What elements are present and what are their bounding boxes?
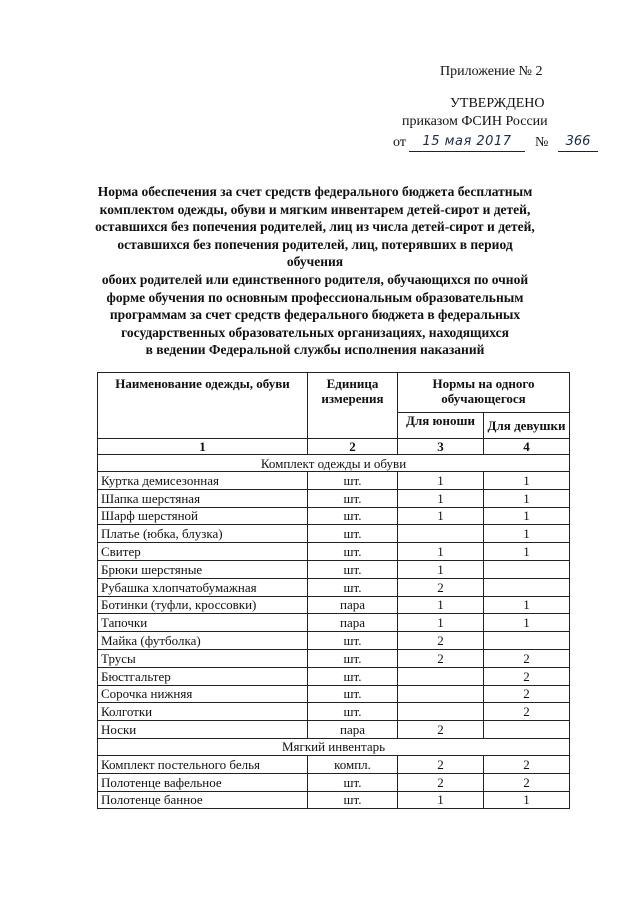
norm-girls: 1 [484, 507, 570, 525]
order-by-label: приказом ФСИН России [402, 114, 548, 129]
number-label: № [535, 135, 549, 150]
norms-table-body [98, 455, 570, 809]
table-row [98, 560, 570, 578]
item-name: Комплект постельного белья [98, 755, 308, 773]
norm-girls: 2 [484, 703, 570, 721]
title-line: государственных образовательных организациях, находящихся [121, 324, 509, 340]
section-title: Комплект одежды и обуви [98, 455, 570, 472]
norm-girls: 1 [484, 596, 570, 614]
norm-girls: 1 [484, 791, 570, 809]
item-name: Полотенце банное [98, 791, 308, 809]
title-line: форме обучения по основным профессиональным образовательным [106, 289, 524, 305]
norm-girls [484, 632, 570, 650]
item-unit: шт. [308, 543, 398, 561]
column-number: 2 [308, 439, 398, 455]
header-unit: Единица измерения [308, 373, 398, 439]
norm-boys: 2 [398, 755, 484, 773]
item-name: Платье (юбка, блузка) [98, 525, 308, 543]
item-name: Брюки шерстяные [98, 560, 308, 578]
norm-boys: 1 [398, 472, 484, 490]
table-row [98, 703, 570, 721]
title-line: оставшихся без попечения родителей, лиц из числа детей-сирот и детей, [95, 219, 535, 235]
item-unit: шт. [308, 685, 398, 703]
norm-boys: 1 [398, 560, 484, 578]
table-row [98, 543, 570, 561]
norm-girls [484, 560, 570, 578]
header-boys: Для юноши [398, 413, 484, 439]
title-line: оставшихся без попечения родителей, лиц, потерявших в период обучения [117, 236, 513, 270]
norm-boys: 2 [398, 632, 484, 650]
norm-boys: 1 [398, 507, 484, 525]
norm-girls: 1 [484, 614, 570, 632]
from-label: от [393, 135, 406, 150]
section-title: Мягкий инвентарь [98, 738, 570, 755]
item-name: Рубашка хлопчатобумажная [98, 578, 308, 596]
table-row [98, 773, 570, 791]
norm-girls: 2 [484, 773, 570, 791]
norm-boys [398, 703, 484, 721]
norm-boys: 1 [398, 791, 484, 809]
item-name: Свитер [98, 543, 308, 561]
item-unit: шт. [308, 667, 398, 685]
item-unit: шт. [308, 489, 398, 507]
item-name: Майка (футболка) [98, 632, 308, 650]
title-line: Норма обеспечения за счет средств федерального бюджета бесплатным [97, 184, 533, 199]
norm-boys [398, 667, 484, 685]
item-name: Шарф шерстяной [98, 507, 308, 525]
item-unit: шт. [308, 507, 398, 525]
norm-boys: 1 [398, 489, 484, 507]
norm-girls: 1 [484, 525, 570, 543]
item-name: Колготки [98, 703, 308, 721]
title-line: обоих родителей или единственного родителя, обучающихся по очной [101, 271, 529, 287]
norm-boys: 1 [398, 596, 484, 614]
table-row [98, 649, 570, 667]
norm-boys: 1 [398, 543, 484, 561]
item-name: Полотенце вафельное [98, 773, 308, 791]
section-row [98, 738, 570, 755]
item-unit: шт. [308, 472, 398, 490]
item-unit: шт. [308, 773, 398, 791]
table-row [98, 525, 570, 543]
table-row [98, 755, 570, 773]
item-unit: шт. [308, 632, 398, 650]
table-row [98, 507, 570, 525]
appendix-label: Приложение № 2 [440, 64, 543, 79]
table-row [98, 596, 570, 614]
table-row [98, 489, 570, 507]
item-name: Сорочка нижняя [98, 685, 308, 703]
item-name: Трусы [98, 649, 308, 667]
header-norms: Нормы на одного обучающегося [398, 373, 570, 413]
item-unit: компл. [308, 755, 398, 773]
item-name: Шапка шерстяная [98, 489, 308, 507]
item-unit: шт. [308, 703, 398, 721]
norm-girls: 1 [484, 489, 570, 507]
table-row [98, 721, 570, 739]
norm-boys: 1 [398, 614, 484, 632]
norm-girls: 1 [484, 543, 570, 561]
item-unit: шт. [308, 525, 398, 543]
norm-girls [484, 721, 570, 739]
item-unit: шт. [308, 578, 398, 596]
header-name: Наименование одежды, обуви [98, 373, 308, 439]
column-number: 4 [484, 439, 570, 455]
item-name: Бюстгальтер [98, 667, 308, 685]
item-unit: шт. [308, 649, 398, 667]
norm-girls: 2 [484, 685, 570, 703]
norm-girls: 2 [484, 667, 570, 685]
item-unit: шт. [308, 560, 398, 578]
section-row [98, 455, 570, 472]
item-unit: пара [308, 596, 398, 614]
order-line [393, 134, 603, 156]
norm-boys [398, 685, 484, 703]
norm-boys: 2 [398, 721, 484, 739]
table-row [98, 578, 570, 596]
norm-girls [484, 578, 570, 596]
column-number: 1 [98, 439, 308, 455]
table-row [98, 667, 570, 685]
item-unit: пара [308, 614, 398, 632]
title-line: в ведении Федеральной службы исполнения наказаний [145, 342, 485, 358]
column-number: 3 [398, 439, 484, 455]
table-row [98, 791, 570, 809]
norm-boys: 2 [398, 773, 484, 791]
item-name: Тапочки [98, 614, 308, 632]
item-unit: пара [308, 721, 398, 739]
norm-boys: 2 [398, 649, 484, 667]
item-name: Ботинки (туфли, кроссовки) [98, 596, 308, 614]
table-row [98, 472, 570, 490]
header-girls: Для девушки [484, 413, 570, 439]
norm-boys: 2 [398, 578, 484, 596]
document-title [95, 183, 535, 359]
table-row [98, 685, 570, 703]
norm-girls: 2 [484, 649, 570, 667]
approved-label: УТВЕРЖДЕНО [450, 96, 545, 111]
order-date-handwritten: 15 мая 2017 [409, 134, 525, 152]
item-name: Куртка демисезонная [98, 472, 308, 490]
title-line: комплектом одежды, обуви и мягким инвентарем детей-сирот и детей, [99, 201, 531, 217]
title-line: программам за счет средств федерального бюджета в федеральных [109, 307, 521, 323]
norm-girls: 2 [484, 755, 570, 773]
order-number-handwritten: 366 [558, 134, 598, 152]
item-unit: шт. [308, 791, 398, 809]
norm-boys [398, 525, 484, 543]
norm-girls: 1 [484, 472, 570, 490]
table-row [98, 614, 570, 632]
norms-table [97, 372, 570, 809]
item-name: Носки [98, 721, 308, 739]
table-row [98, 632, 570, 650]
